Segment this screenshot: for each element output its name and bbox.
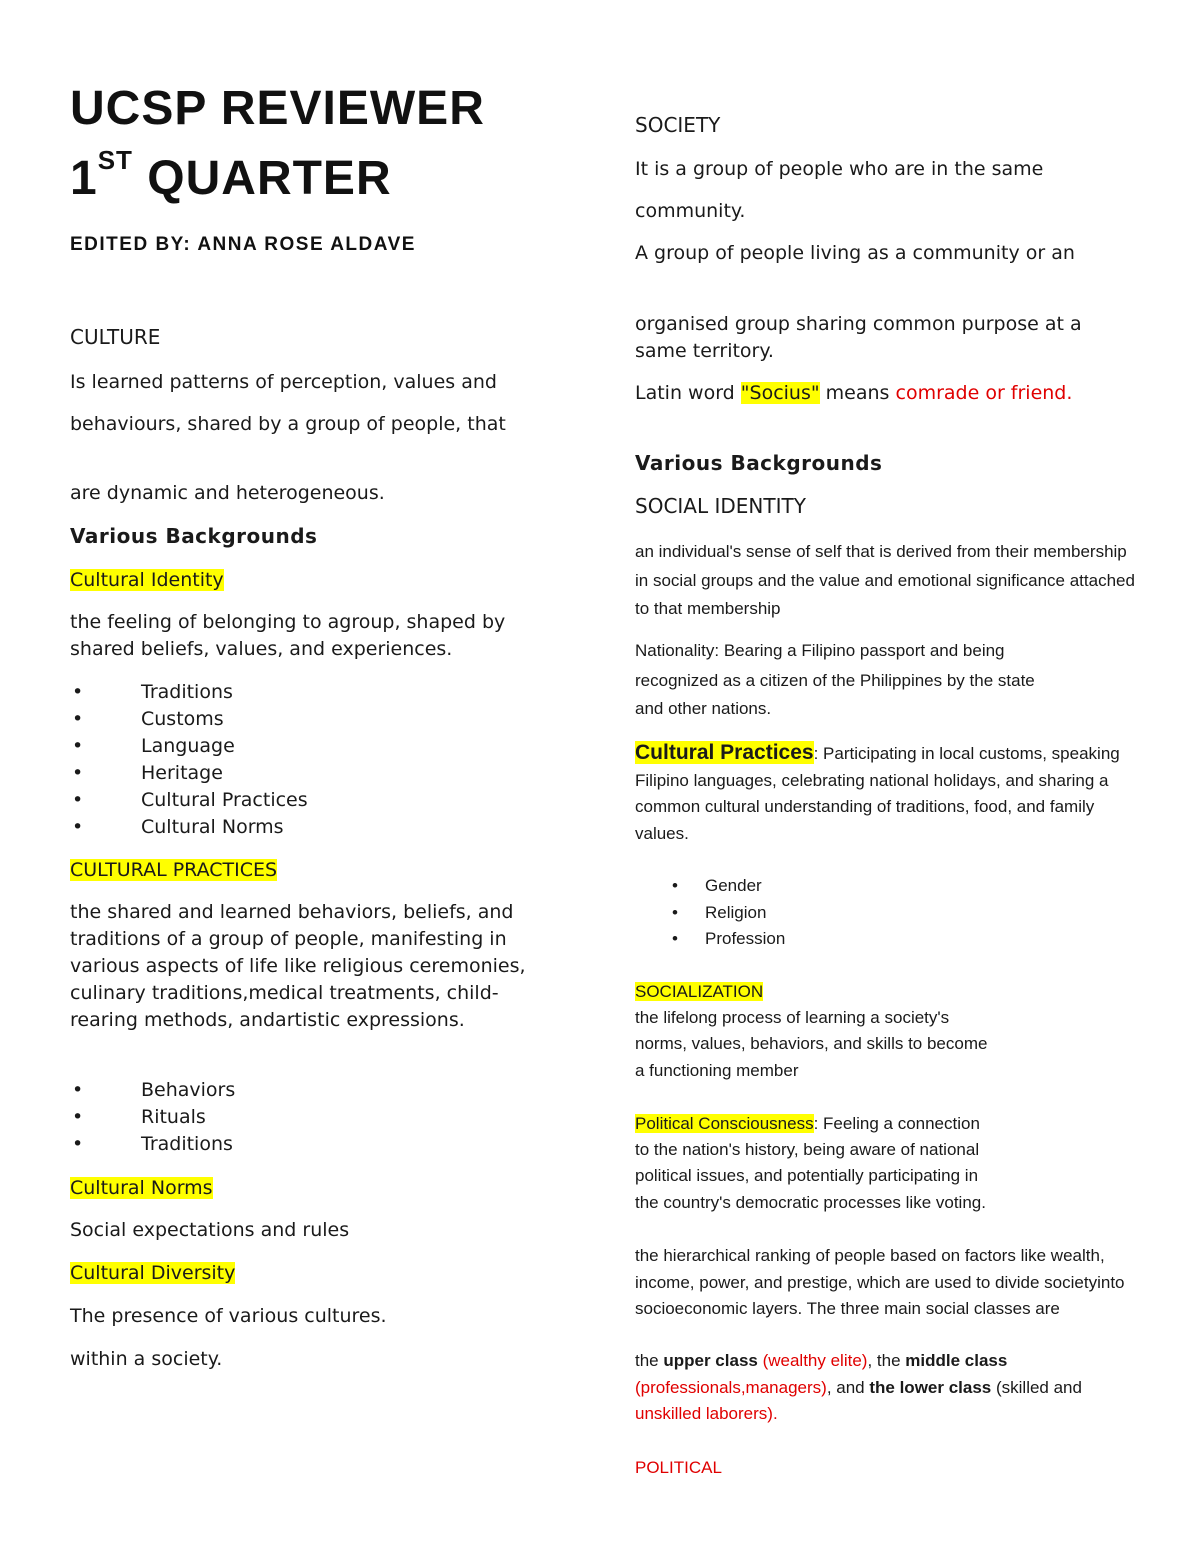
political-consciousness-line1: Political Consciousness: Feeling a connection xyxy=(635,1114,980,1133)
stratification-definition: the hierarchical ranking of people based on factors like wealth, income, power, and prestige, which are used to divide societyinto socioeconomic layers. The three main social classes are xyxy=(635,1246,1125,1318)
cultural-practices-list xyxy=(70,1077,550,1158)
political-heading: POLITICAL xyxy=(635,1458,722,1477)
list-item: • Cultural Norms xyxy=(70,814,550,841)
list-item: • Gender xyxy=(635,873,1035,900)
cultural-diversity-line1: The presence of various cultures. xyxy=(70,1305,387,1327)
various-backgrounds-heading: Various Backgrounds xyxy=(635,451,883,475)
society-heading: SOCIETY xyxy=(635,113,721,137)
cultural-norms-definition: Social expectations and rules xyxy=(70,1219,350,1241)
culture-definition-line2: behaviours, shared by a group of people, that xyxy=(70,413,506,435)
various-backgrounds-heading: Various Backgrounds xyxy=(70,524,318,548)
society-definition-line2: community. xyxy=(635,200,746,222)
cultural-diversity-heading: Cultural Diversity xyxy=(70,1262,236,1284)
socialization-line2: norms, values, behaviors, and skills to become xyxy=(635,1034,988,1053)
cultural-practices-definition: the shared and learned behaviors, beliefs, and traditions of a group of people, manifesting in various aspects of life like religious ceremonies, culinary traditions,medical treatments, child-rearing methods, andartistic expressions. xyxy=(70,901,526,1031)
political-consciousness-line4: the country's democratic processes like voting. xyxy=(635,1193,986,1212)
list-item: • Customs xyxy=(70,706,550,733)
culture-heading: CULTURE xyxy=(70,325,161,349)
social-identity-definition: an individual's sense of self that is derived from their membership in social groups and the value and emotional significance attached to that membership xyxy=(635,542,1135,618)
cultural-norms-heading: Cultural Norms xyxy=(70,1177,213,1199)
editor-credit: EDITED BY: ANNA ROSE ALDAVE xyxy=(70,234,416,255)
cultural-practices-description: Cultural Practices: Participating in local customs, speaking Filipino languages, celebrating national holidays, and sharing a common cultural understanding of traditions, food, and family values. xyxy=(635,741,1120,843)
society-definition2-line2: organised group sharing common purpose at a same territory. xyxy=(635,313,1082,362)
cultural-practices-heading: CULTURAL PRACTICES xyxy=(70,859,278,881)
cultural-identity-list xyxy=(70,679,550,841)
list-item: • Traditions xyxy=(70,1131,550,1158)
socialization-line3: a functioning member xyxy=(635,1061,799,1080)
latin-origin: Latin word "Socius" means comrade or friend. xyxy=(635,382,1073,404)
list-item: • Heritage xyxy=(70,760,550,787)
political-consciousness-line3: political issues, and potentially participating in xyxy=(635,1166,979,1185)
nationality-line1: Nationality: Bearing a Filipino passport and being xyxy=(635,641,1005,660)
cultural-diversity-line2: within a society. xyxy=(70,1348,223,1370)
society-definition2-line1: A group of people living as a community or an xyxy=(635,242,1075,264)
list-item: • Behaviors xyxy=(70,1077,550,1104)
cultural-identity-heading: Cultural Identity xyxy=(70,569,224,591)
socialization-line1: the lifelong process of learning a society's xyxy=(635,1008,950,1027)
society-definition-line1: It is a group of people who are in the same xyxy=(635,158,1044,180)
list-item: • Profession xyxy=(635,926,1035,953)
social-classes: the upper class (wealthy elite), the middle class (professionals,managers), and the lower class (skilled and unskilled laborers). xyxy=(635,1351,1082,1423)
social-identity-list xyxy=(635,873,1035,953)
list-item: • Language xyxy=(70,733,550,760)
political-consciousness-line2: to the nation's history, being aware of national xyxy=(635,1140,980,1159)
list-item: • Traditions xyxy=(70,679,550,706)
document-subtitle: 1ST QUARTER xyxy=(70,145,392,205)
culture-definition-line1: Is learned patterns of perception, values and xyxy=(70,371,497,393)
document-title: UCSP REVIEWER xyxy=(70,82,485,135)
cultural-identity-definition: the feeling of belonging to agroup, shaped by shared beliefs, values, and experiences. xyxy=(70,611,506,660)
nationality-line2: recognized as a citizen of the Philippines by the state xyxy=(635,671,1035,690)
list-item: • Rituals xyxy=(70,1104,550,1131)
culture-definition-line3: are dynamic and heterogeneous. xyxy=(70,482,385,504)
list-item: • Cultural Practices xyxy=(70,787,550,814)
socialization-heading: SOCIALIZATION xyxy=(635,982,764,1001)
list-item: • Religion xyxy=(635,900,1035,927)
social-identity-heading: SOCIAL IDENTITY xyxy=(635,494,806,518)
nationality-line3: and other nations. xyxy=(635,699,772,718)
